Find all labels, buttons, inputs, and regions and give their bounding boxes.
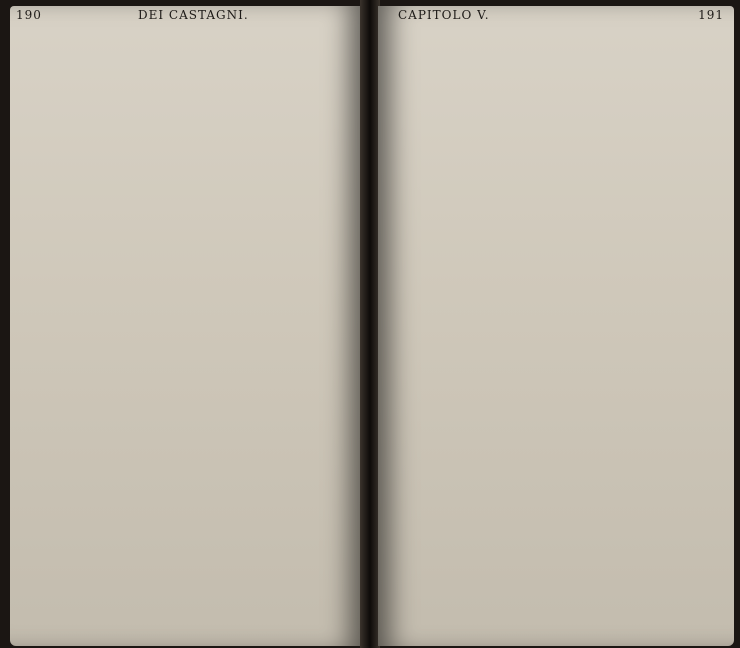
right-page: [378, 6, 734, 646]
right-running-head: CAPITOLO V.: [398, 8, 490, 22]
right-page-number: 191: [698, 8, 724, 22]
left-running-head: DEI CASTAGNI.: [138, 8, 249, 22]
left-page-number: 190: [16, 8, 42, 22]
left-page: [10, 6, 362, 646]
book-gutter: [360, 0, 380, 648]
